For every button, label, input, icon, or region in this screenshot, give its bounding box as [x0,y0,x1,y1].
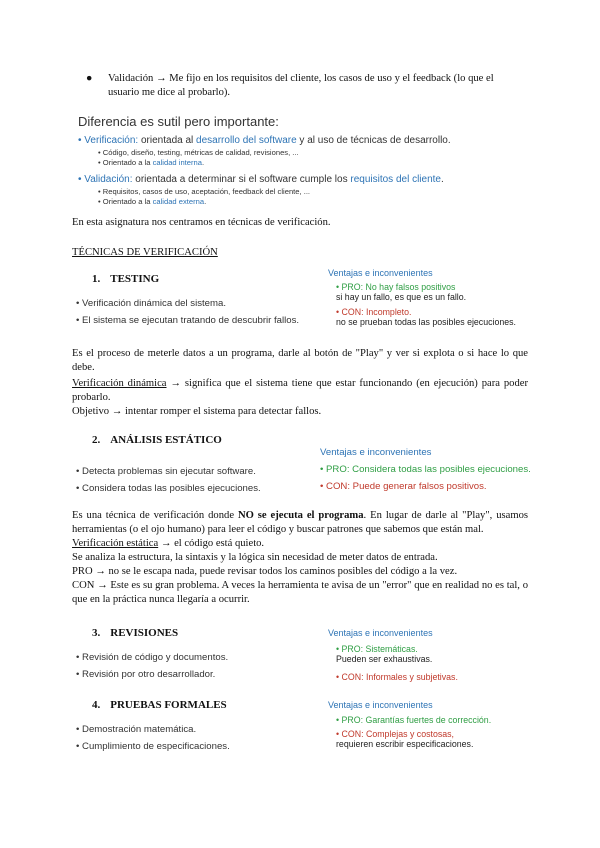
testing-definition: Verificación dinámica → significa que el sistema tiene que estar funcionando (en ejecución) para poder probarlo. [72,378,528,403]
intro-bullet [86,72,526,100]
con-cont: no se prueban todas las posibles ejecuciones. [336,317,516,327]
estatico-line2: Se analiza la estructura, la sintaxis y la lógica sin necesidad de meter datos de entrada. [72,552,438,563]
con-item: • CON: Puede generar falsos positivos. [320,481,487,492]
testing-bullets [76,298,316,326]
valid-sub1: • Requisitos, casos de uso, aceptación, feedback del cliente, ... [98,187,311,196]
testing-para1: Es el proceso de meterle datos a un programa, darle al botón de "Play" y ver si explota o si hace lo que debe. [72,348,528,373]
focus-text: En esta asignatura nos centramos en técnicas de verificación. [72,217,331,228]
pro-item: • PRO: No hay falsos positivos [336,282,456,292]
bullet-dot: ● [86,73,93,84]
formales-vent-box [328,700,558,749]
vent-title: Ventajas e inconvenientes [328,268,433,278]
list-item: • Considera todas las posibles ejecuciones. [76,483,261,494]
valid-text: orientada a determinar si el software cumple los [132,174,351,185]
verif-text-end: y al uso de técnicas de desarrollo. [296,135,451,146]
list-item: • Revisión por otro desarrollador. [76,669,216,680]
pro-cont: si hay un fallo, es que es un fallo. [336,292,467,302]
con-item: • CON: Incompleto. [336,307,412,317]
formales-heading: 4. PRUEBAS FORMALES [92,699,227,711]
estatico-para1: Es una técnica de verificación donde NO se ejecuta el programa. En lugar de darle al "Play", usamos herramientas (o el ojo humano) para leer el código y buscar patrones que sabemos que están mal. [72,510,529,535]
slide-excerpt [78,114,538,206]
pro-cont: Pueden ser exhaustivas. [336,654,433,664]
section-title: TÉCNICAS DE VERIFICACIÓN [72,247,218,258]
valid-highlight: requisitos del cliente [350,174,441,185]
valid-sub2: • Orientado a la calidad externa. [98,197,207,206]
verif-text: orientada al [138,135,197,146]
con-item: • CON: Informales y subjetivas. [336,672,458,682]
list-item: • Detecta problemas sin ejecutar software. [76,466,256,477]
estatico-con: CON → Este es su gran problema. A veces la herramienta te avisa de un "error" que en realidad no es tal, o que en la práctica nunca llegaría a ocurrir. [72,580,528,605]
testing-heading: 1. TESTING [92,273,160,285]
verif-label: Verificación: [84,135,139,146]
valid-label: Validación: [84,174,133,185]
estatico-vent-box [320,447,560,492]
valid-text-end: . [440,174,444,185]
list-item: • Cumplimiento de especificaciones. [76,741,230,752]
estatico-paragraph [72,509,528,607]
verif-sub1: • Código, diseño, testing, métricas de calidad, revisiones, ... [98,148,299,157]
estatico-definition: Verificación estática → el código está quieto. [72,538,265,549]
testing-vent-box [328,268,558,327]
list-item: • Demostración matemática. [76,724,197,735]
con-item: • CON: Complejas y costosas, [336,729,454,739]
estatico-heading: 2. ANÁLISIS ESTÁTICO [92,434,222,446]
list-item: • El sistema se ejecutan tratando de descubrir fallos. [76,315,300,326]
revisiones-bullets [76,652,316,680]
verif-sub2: • Orientado a la calidad interna. [98,158,205,167]
testing-objetivo: Objetivo → intentar romper el sistema para detectar fallos. [72,406,322,417]
pro-item: • PRO: Sistemáticas. [336,644,418,654]
verif-highlight: desarrollo del software [196,135,297,146]
verificacion-line [78,135,538,146]
estatico-bullets [76,466,316,494]
testing-paragraph [72,347,528,419]
estatico-pro: PRO → no se le escapa nada, puede revisar todos los caminos posibles del código a la vez. [72,566,458,577]
list-item: • Verificación dinámica del sistema. [76,298,227,309]
pro-item: • PRO: Garantías fuertes de corrección. [336,715,492,725]
validacion-line [78,174,538,185]
revisiones-vent-box [328,628,558,682]
con-cont: requieren escribir especificaciones. [336,739,474,749]
vent-title: Ventajas e inconvenientes [320,447,432,458]
list-item: • Revisión de código y documentos. [76,652,229,663]
intro-text: Validación → Me fijo en los requisitos del cliente, los casos de uso y el feedback (lo que el usuario me dice al probarlo). [108,73,494,98]
slide-heading: Diferencia es sutil pero importante: [78,114,279,129]
pro-item: • PRO: Considera todas las posibles ejecuciones. [320,464,531,475]
vent-title: Ventajas e inconvenientes [328,700,433,710]
bullet-icon: • [78,174,82,185]
revisiones-heading: 3. REVISIONES [92,627,179,639]
formales-bullets [76,724,316,752]
bullet-icon: • [78,135,82,146]
vent-title: Ventajas e inconvenientes [328,628,433,638]
